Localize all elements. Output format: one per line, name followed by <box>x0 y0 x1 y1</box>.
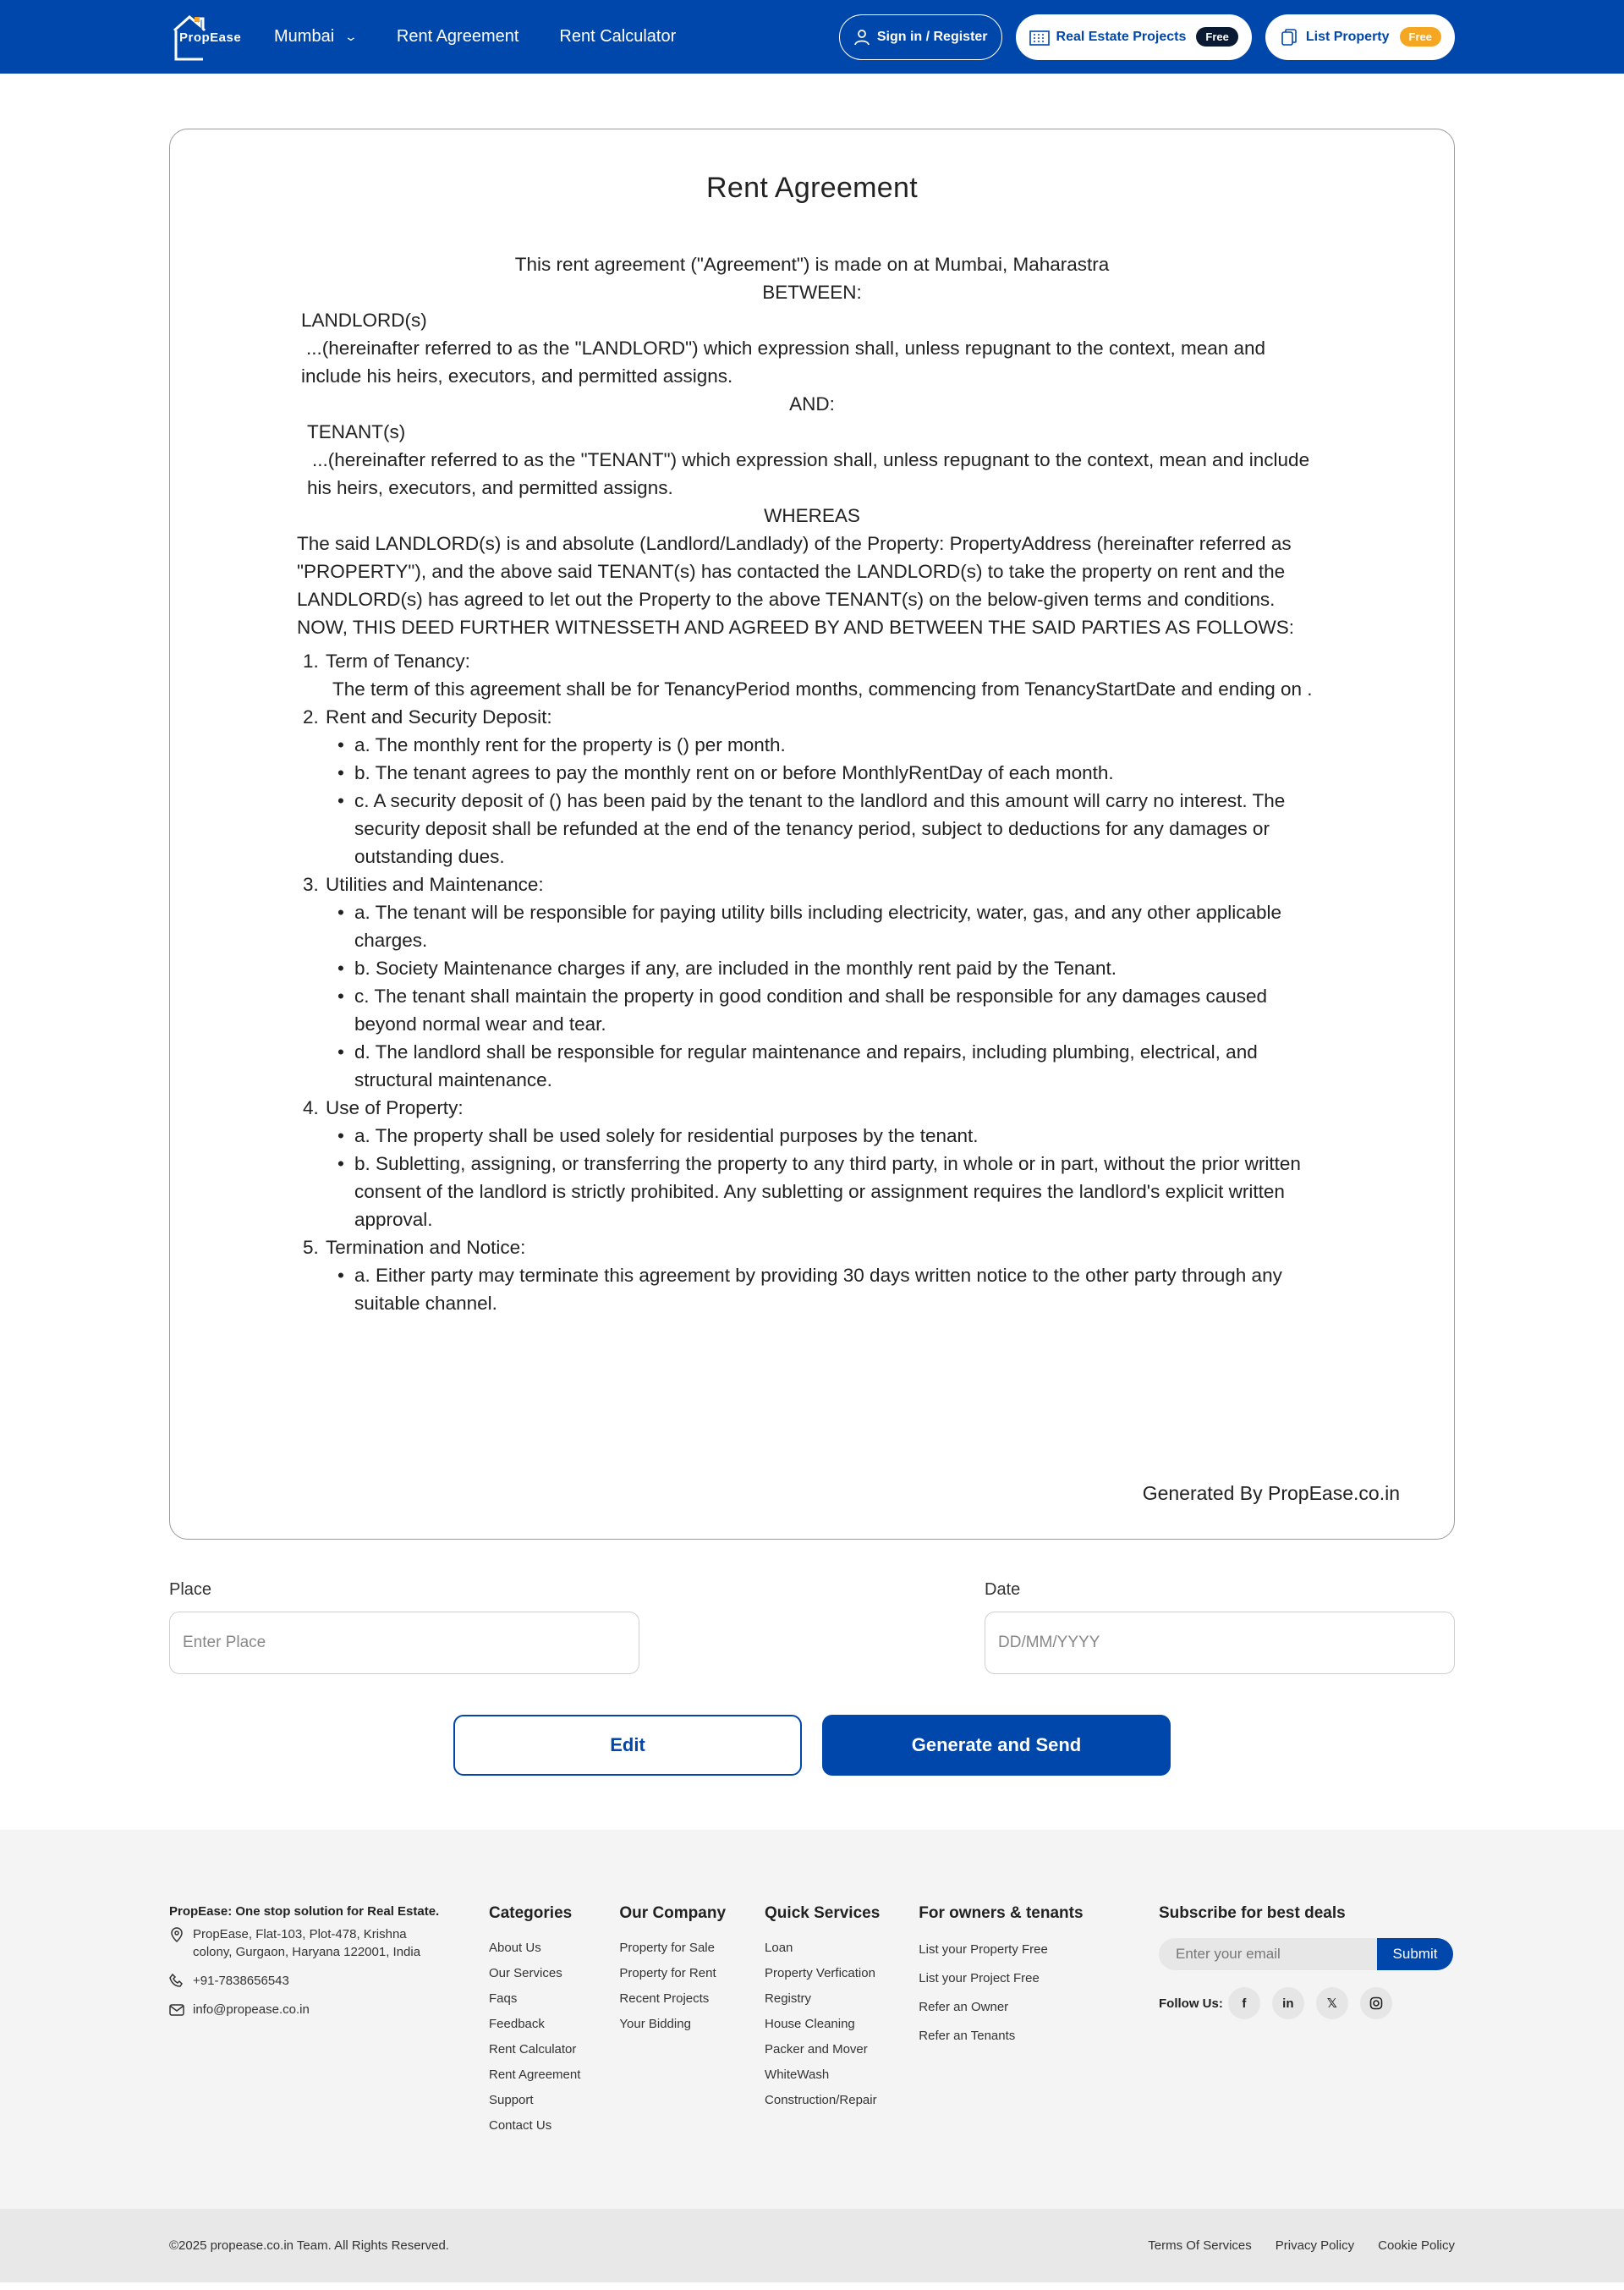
footer-link[interactable]: List your Project Free <box>919 1971 1040 1985</box>
footer-owners-column <box>919 1904 1083 2139</box>
footer-contact-column <box>169 1904 489 2139</box>
footer-link[interactable]: List your Property Free <box>919 1942 1048 1957</box>
tenant-text: ...(hereinafter referred to as the "TENANT") which expression shall, unless repugnant to the context, mean and include his heirs, executors, and permitted assigns. <box>307 449 1310 498</box>
place-date-form <box>169 1580 1455 1674</box>
tenant-heading: TENANT(s) <box>307 421 406 442</box>
agreement-title: Rent Agreement <box>706 172 918 204</box>
landlord-text: ...(hereinafter referred to as the "LANDLORD") which expression shall, unless repugnant to the context, mean and include his heirs, executors, and permitted assigns. <box>301 338 1266 387</box>
footer-column-title: For owners & tenants <box>919 1904 1084 1922</box>
clause-termination <box>324 1233 1327 1317</box>
footer-quick-services-column <box>765 1904 880 2139</box>
footer-link[interactable]: WhiteWash <box>765 2068 830 2082</box>
nav-rent-calculator[interactable]: Rent Calculator <box>559 27 677 46</box>
footer-link[interactable]: Faqs <box>489 1991 518 2006</box>
follow-us-row <box>1159 1987 1455 2019</box>
linkedin-icon[interactable]: in <box>1272 1987 1304 2019</box>
footer-link[interactable]: Packer and Mover <box>765 2042 868 2057</box>
footer-company-column <box>619 1904 726 2139</box>
place-label: Place <box>169 1580 212 1599</box>
footer-column-title: Categories <box>489 1904 573 1922</box>
clause-item: • d. The landlord shall be responsible for regular maintenance and repairs, including plumbing, electrical, and structural maintenance. <box>337 1038 1327 1094</box>
footer-link[interactable]: Refer an Tenants <box>919 2029 1016 2043</box>
building-icon <box>1029 28 1050 47</box>
clause-title: Term of Tenancy: <box>326 651 470 672</box>
instagram-glyph <box>1369 1996 1383 2010</box>
subscribe-title: Subscribe for best deals <box>1159 1904 1346 1922</box>
footer <box>0 1830 1624 2209</box>
free-badge: Free <box>1400 27 1441 47</box>
agreement-preview-card <box>169 129 1455 1540</box>
copyright-text: ©2025 propease.co.in Team. All Rights Reserved. <box>169 2238 449 2253</box>
cookie-link[interactable]: Cookie Policy <box>1378 2238 1455 2253</box>
generated-by-text: Generated By PropEase.co.in <box>1142 1482 1400 1504</box>
address-text: PropEase, Flat-103, Plot-478, Krishna colony, Gurgaon, Haryana 122001, India <box>193 1927 421 1959</box>
clause-item: • b. The tenant agrees to pay the monthly rent on or before MonthlyRentDay of each month. <box>337 759 1327 787</box>
edit-button[interactable]: Edit <box>453 1715 802 1776</box>
subscribe-section <box>1159 1904 1455 2139</box>
footer-link[interactable]: Recent Projects <box>619 1991 710 2006</box>
clause-item: • c. A security deposit of () has been paid by the tenant to the landlord and this amount will carry no interest. The security deposit shall be refunded at the end of the tenancy period, subject to deductions for any damages or outstanding dues. <box>337 787 1327 870</box>
city-label: Mumbai <box>274 27 335 46</box>
now-text: NOW, THIS DEED FURTHER WITNESSETH AND AGREED BY AND BETWEEN THE SAID PARTIES AS FOLLOWS: <box>297 617 1294 638</box>
footer-link[interactable]: Refer an Owner <box>919 2000 1009 2014</box>
free-badge: Free <box>1196 27 1237 47</box>
clause-item: • b. Subletting, assigning, or transferring the property to any third party, in whole or in part, without the prior written consent of the landlord is strictly prohibited. Any subletting or assignment requires the landlord's explicit written approval. <box>337 1150 1327 1233</box>
footer-bottom-bar <box>0 2209 1624 2282</box>
footer-link[interactable]: Rent Agreement <box>489 2068 581 2082</box>
footer-link[interactable]: Registry <box>765 1991 812 2006</box>
clause-item: • a. The tenant will be responsible for paying utility bills including electricity, water, gas, and any other applicable charges. <box>337 898 1327 954</box>
city-selector[interactable] <box>274 27 359 47</box>
footer-link[interactable]: House Cleaning <box>765 2017 855 2031</box>
clause-item: • a. Either party may terminate this agreement by providing 30 days written notice to the other party through any suitable channel. <box>337 1261 1327 1317</box>
footer-link[interactable]: Rent Calculator <box>489 2042 577 2057</box>
signin-label: Sign in / Register <box>876 29 988 44</box>
phone-text: +91-7838656543 <box>193 1974 289 1988</box>
real-estate-projects-button[interactable] <box>1016 14 1252 60</box>
clause-title: Termination and Notice: <box>326 1237 526 1258</box>
between-heading: BETWEEN: <box>762 282 862 303</box>
footer-categories-column <box>489 1904 580 2139</box>
footer-link[interactable]: Loan <box>765 1941 793 1955</box>
clause-use-of-property <box>324 1094 1327 1233</box>
footer-link[interactable]: Contact Us <box>489 2118 552 2133</box>
landlord-heading: LANDLORD(s) <box>301 310 427 331</box>
top-navbar <box>0 0 1624 74</box>
privacy-link[interactable]: Privacy Policy <box>1275 2238 1355 2253</box>
clause-item: • b. Society Maintenance charges if any, are included in the monthly rent paid by the Tenant. <box>337 954 1327 982</box>
footer-link[interactable]: Property for Sale <box>619 1941 715 1955</box>
instagram-icon[interactable] <box>1360 1987 1392 2019</box>
real-estate-projects-label: Real Estate Projects <box>1056 29 1187 44</box>
logo-text: PropEase <box>179 30 242 45</box>
clauses-list <box>297 647 1327 1317</box>
whereas-heading: WHEREAS <box>764 505 860 526</box>
footer-link[interactable]: Support <box>489 2093 534 2107</box>
x-icon[interactable]: 𝕏 <box>1316 1987 1348 2019</box>
signin-button[interactable] <box>839 14 1002 60</box>
propease-logo[interactable] <box>169 12 250 63</box>
phone-icon <box>169 1974 184 1989</box>
clause-title: Use of Property: <box>326 1097 464 1118</box>
clause-term-of-tenancy <box>324 647 1327 703</box>
user-icon <box>853 29 870 46</box>
clause-body: The term of this agreement shall be for TenancyPeriod months, commencing from TenancyStartDate and ending on . <box>332 678 1313 700</box>
place-field <box>169 1580 639 1674</box>
footer-link[interactable]: Your Bidding <box>619 2017 691 2031</box>
email-text: info@propease.co.in <box>193 2002 310 2017</box>
whereas-text: The said LANDLORD(s) is and absolute (Landlord/Landlady) of the Property: PropertyAddress (hereinafter referred as "PROPERTY"), and the above said TENANT(s) has contacted the LANDLORD(s) to take the property on rent and the LANDLORD(s) has agreed to let out the Property to the above TENANT(s) on the below-given terms and conditions. <box>297 533 1292 610</box>
list-property-label: List Property <box>1305 29 1390 44</box>
footer-link[interactable]: Construction/Repair <box>765 2093 877 2107</box>
nav-rent-agreement[interactable]: Rent Agreement <box>396 27 519 46</box>
footer-tagline: PropEase: One stop solution for Real Estate. <box>169 1904 440 1919</box>
place-input[interactable] <box>169 1612 639 1674</box>
footer-link[interactable]: Property Verfication <box>765 1966 875 1980</box>
date-field <box>985 1580 1455 1674</box>
location-pin-icon <box>169 1927 184 1942</box>
date-label: Date <box>985 1580 1021 1599</box>
agreement-document <box>297 250 1327 1317</box>
list-property-button[interactable] <box>1265 14 1455 60</box>
footer-email[interactable] <box>169 2001 489 2018</box>
clause-title: Rent and Security Deposit: <box>326 706 552 728</box>
footer-link[interactable]: Feedback <box>489 2017 545 2031</box>
agreement-intro: This rent agreement ("Agreement") is made on at Mumbai, Maharastra <box>514 254 1110 275</box>
facebook-icon[interactable]: f <box>1228 1987 1260 2019</box>
clause-rent-deposit <box>324 703 1327 870</box>
subscribe-email-input[interactable] <box>1159 1938 1377 1970</box>
form-actions <box>0 1715 1624 1776</box>
follow-us-label: Follow Us: <box>1159 1996 1223 2011</box>
footer-column-title: Quick Services <box>765 1904 881 1922</box>
clause-title: Utilities and Maintenance: <box>326 874 544 895</box>
terms-link[interactable]: Terms Of Services <box>1148 2238 1252 2253</box>
generate-send-button[interactable]: Generate and Send <box>822 1715 1171 1776</box>
footer-link[interactable]: Our Services <box>489 1966 562 1980</box>
clause-item: • a. The monthly rent for the property is () per month. <box>337 731 1327 759</box>
clause-item: • a. The property shall be used solely for residential purposes by the tenant. <box>337 1122 1327 1150</box>
chevron-down-icon: ⌄ <box>343 30 359 43</box>
document-copy-icon <box>1279 28 1299 47</box>
mail-icon <box>169 2002 184 2018</box>
clause-utilities-maintenance <box>324 870 1327 1094</box>
subscribe-submit-button[interactable]: Submit <box>1377 1938 1453 1970</box>
footer-phone[interactable] <box>169 1972 489 1990</box>
footer-address <box>169 1925 489 1961</box>
footer-link[interactable]: Property for Rent <box>619 1966 716 1980</box>
and-heading: AND: <box>789 393 835 415</box>
footer-link[interactable]: About Us <box>489 1941 541 1955</box>
footer-column-title: Our Company <box>619 1904 727 1922</box>
date-input[interactable] <box>985 1612 1455 1674</box>
clause-item: • c. The tenant shall maintain the property in good condition and shall be responsible for any damages caused beyond normal wear and tear. <box>337 982 1327 1038</box>
